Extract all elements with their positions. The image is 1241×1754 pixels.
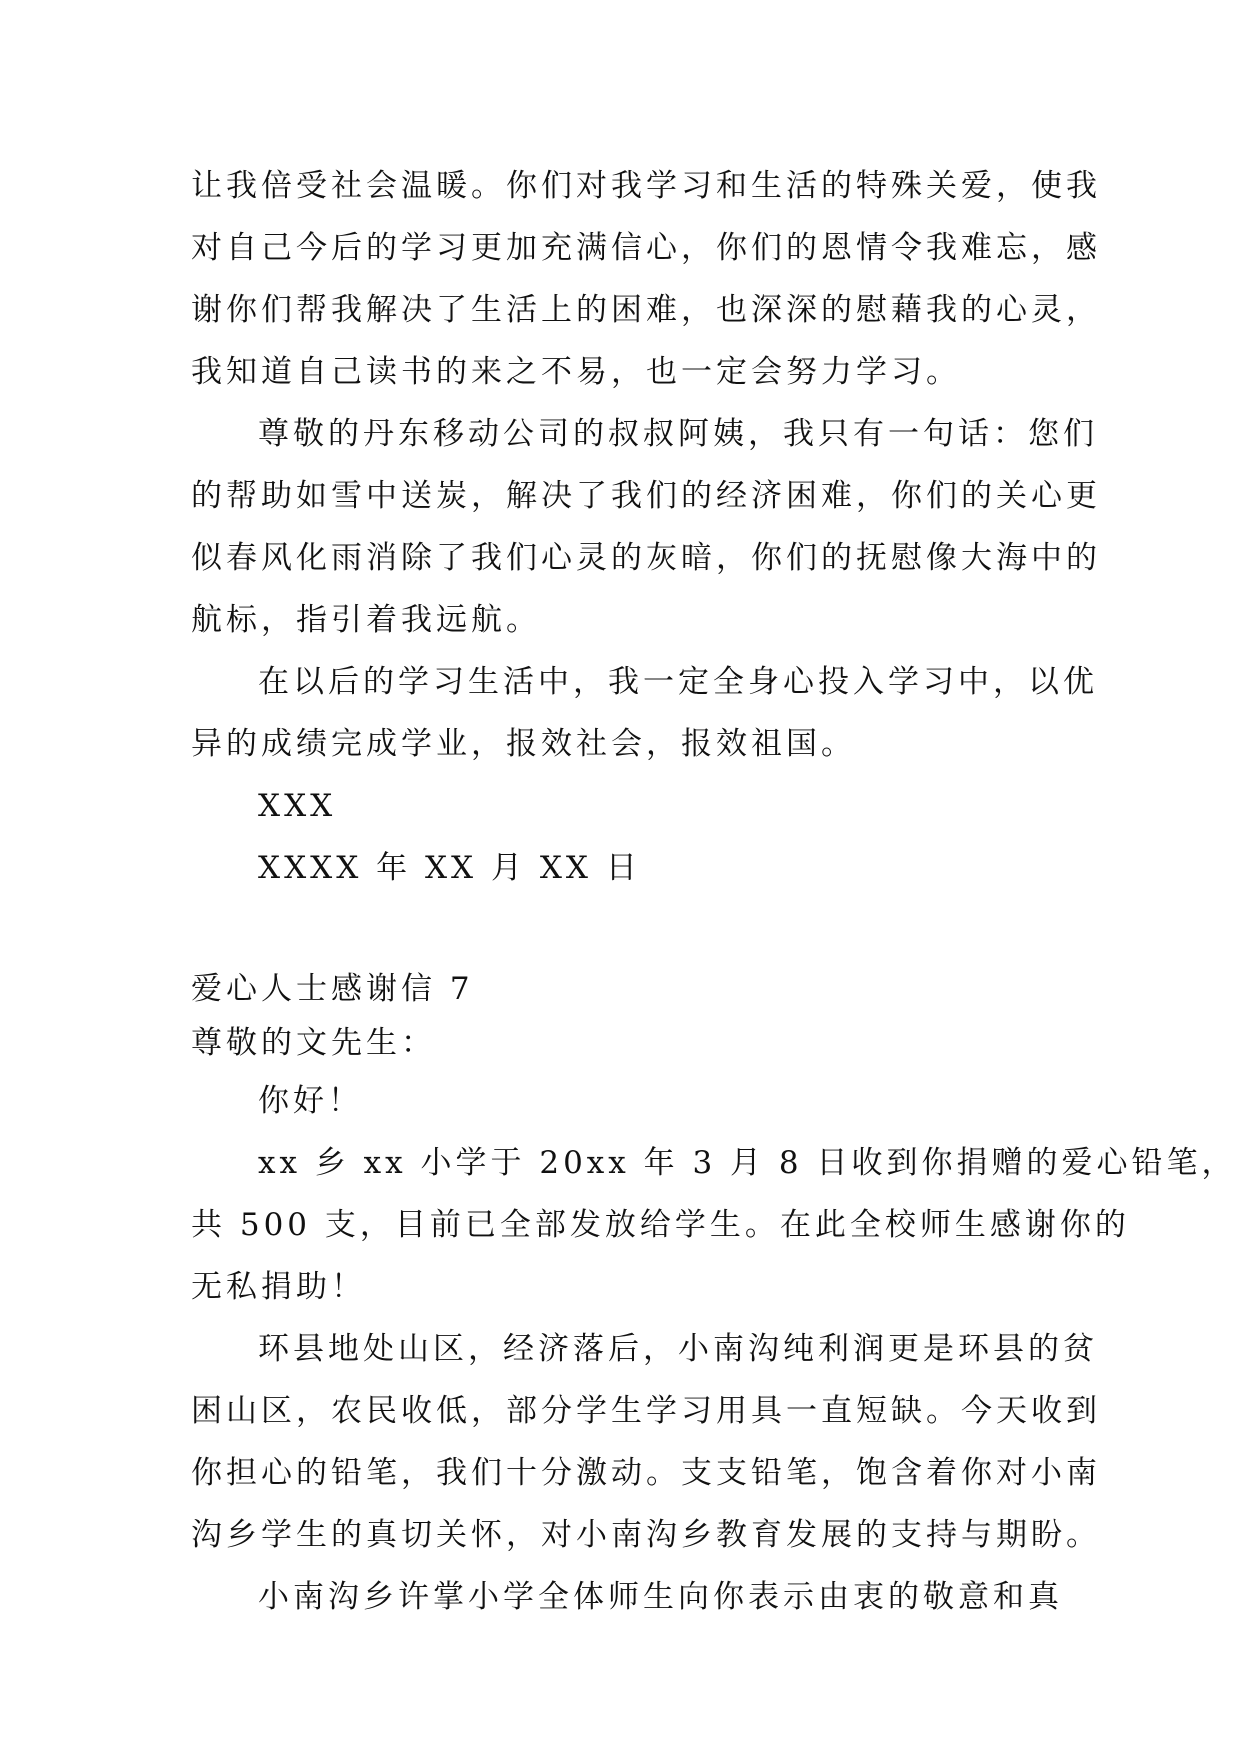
paragraph-5-line-4: 沟乡学生的真切关怀，对小南沟乡教育发展的支持与期盼。 — [191, 1517, 1101, 1553]
paragraph-2-line-2: 的帮助如雪中送炭，解决了我们的经济困难，你们的关心更 — [191, 478, 1101, 514]
paragraph-1-line-3: 谢你们帮我解决了生活上的困难，也深深的慰藉我的心灵， — [191, 292, 1101, 328]
paragraph-5-line-1: 环县地处山区，经济落后，小南沟纯利润更是环县的贫 — [258, 1331, 1098, 1367]
paragraph-4-line-3: 无私捐助！ — [191, 1269, 366, 1305]
paragraph-1-line-4: 我知道自己读书的来之不易，也一定会努力学习。 — [191, 354, 961, 390]
paragraph-1-line-2: 对自己今后的学习更加充满信心，你们的恩情令我难忘，感 — [191, 230, 1101, 266]
paragraph-2-line-3: 似春风化雨消除了我们心灵的灰暗，你们的抚慰像大海中的 — [191, 540, 1101, 576]
paragraph-6-line-1: 小南沟乡许掌小学全体师生向你表示由衷的敬意和真 — [258, 1579, 1063, 1615]
paragraph-2-line-4: 航标，指引着我远航。 — [191, 602, 541, 638]
paragraph-4-line-2: 共 500 支，目前已全部发放给学生。在此全校师生感谢你的 — [191, 1207, 1130, 1243]
paragraph-2-line-1: 尊敬的丹东移动公司的叔叔阿姨，我只有一句话：您们 — [258, 416, 1098, 452]
date: XXXX 年 XX 月 XX 日 — [258, 850, 641, 886]
letter-title: 爱心人士感谢信 7 — [191, 971, 474, 1007]
section-spacer — [191, 899, 1071, 962]
greeting: 你好！ — [258, 1083, 363, 1119]
paragraph-4-line-1: xx 乡 xx 小学于 20xx 年 3 月 8 日收到你捐赠的爱心铅笔， — [258, 1145, 1237, 1181]
signature: XXX — [258, 788, 337, 824]
paragraph-3-line-2: 异的成绩完成学业，报效社会，报效祖国。 — [191, 726, 856, 762]
paragraph-1-line-1: 让我倍受社会温暖。你们对我学习和生活的特殊关爱，使我 — [191, 168, 1101, 204]
letter-body — [191, 155, 1237, 1628]
salutation: 尊敬的文先生： — [191, 1025, 436, 1061]
paragraph-5-line-3: 你担心的铅笔，我们十分激动。支支铅笔，饱含着你对小南 — [191, 1455, 1101, 1491]
paragraph-3-line-1: 在以后的学习生活中，我一定全身心投入学习中，以优 — [258, 664, 1098, 700]
paragraph-5-line-2: 困山区，农民收低，部分学生学习用具一直短缺。今天收到 — [191, 1393, 1101, 1429]
